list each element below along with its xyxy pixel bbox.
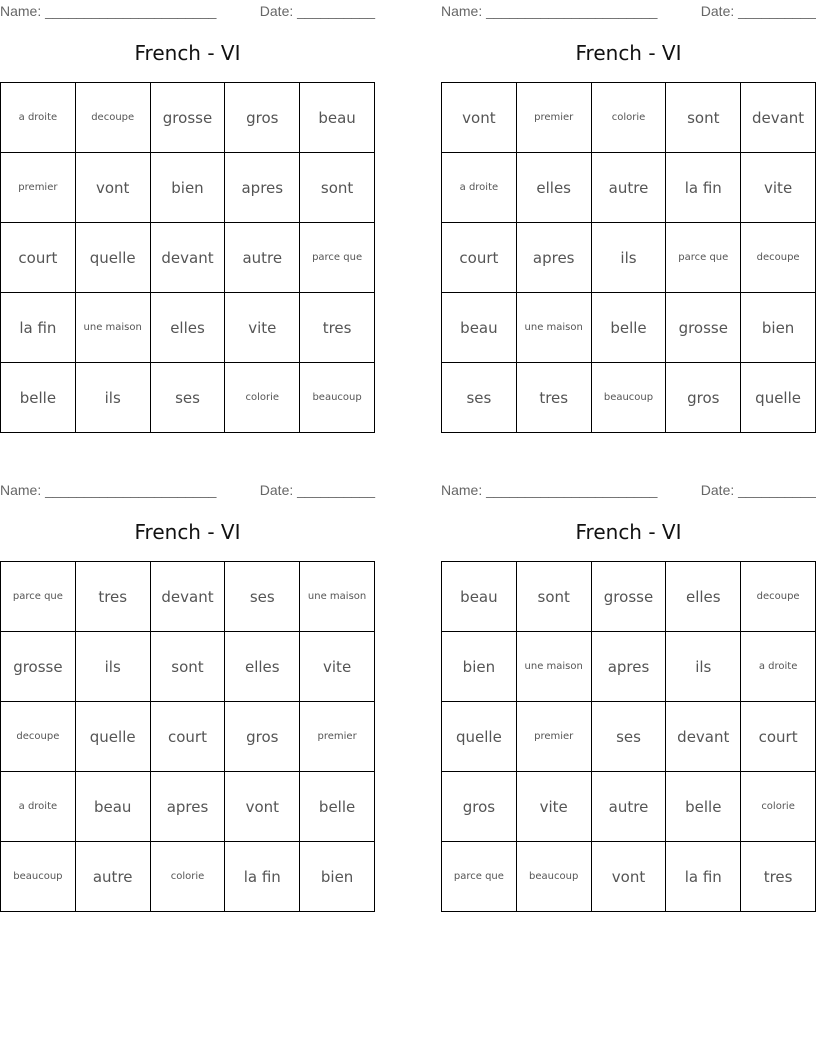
- date-field: Date: __________: [259, 3, 375, 19]
- name-field: Name: ______________________: [441, 482, 658, 498]
- name-field: Name: ______________________: [0, 3, 217, 19]
- grid-row: [442, 562, 816, 632]
- date-field: Date: __________: [700, 3, 816, 19]
- bingo-cell: decoupe: [741, 562, 816, 632]
- bingo-cell: sont: [150, 632, 225, 702]
- grid-row: [1, 772, 375, 842]
- grid-row: [442, 632, 816, 702]
- bingo-cell: beau: [442, 562, 517, 632]
- card-header: [441, 3, 816, 21]
- bingo-cell: vont: [225, 772, 300, 842]
- card-header: [0, 482, 375, 500]
- bingo-cell: sont: [300, 153, 375, 223]
- bingo-cell: decoupe: [75, 83, 150, 153]
- card-title: French - VI: [575, 41, 682, 65]
- card-title: French - VI: [134, 520, 241, 544]
- bingo-cell: quelle: [75, 223, 150, 293]
- bingo-cell: la fin: [225, 842, 300, 912]
- grid-row: [1, 562, 375, 632]
- bingo-cell: court: [1, 223, 76, 293]
- bingo-grid: [441, 561, 816, 912]
- bingo-cell: ils: [75, 632, 150, 702]
- bingo-cell: court: [741, 702, 816, 772]
- bingo-cell: premier: [1, 153, 76, 223]
- grid-row: [442, 83, 816, 153]
- bingo-cell: vite: [300, 632, 375, 702]
- bingo-cell: ils: [591, 223, 666, 293]
- date-field: Date: __________: [700, 482, 816, 498]
- bingo-cell: a droite: [442, 153, 517, 223]
- bingo-cell: quelle: [75, 702, 150, 772]
- bingo-cell: beaucoup: [300, 363, 375, 433]
- bingo-cell: vont: [591, 842, 666, 912]
- grid-row: [442, 772, 816, 842]
- bingo-cell: apres: [591, 632, 666, 702]
- bingo-cell: beaucoup: [1, 842, 76, 912]
- bingo-cell: apres: [516, 223, 591, 293]
- bingo-cell: grosse: [1, 632, 76, 702]
- grid-row: [442, 223, 816, 293]
- bingo-cell: elles: [150, 293, 225, 363]
- bingo-cell: bien: [300, 842, 375, 912]
- bingo-cell: sont: [666, 83, 741, 153]
- bingo-cell: court: [442, 223, 517, 293]
- bingo-cell: autre: [591, 772, 666, 842]
- bingo-cell: decoupe: [741, 223, 816, 293]
- grid-row: [442, 293, 816, 363]
- bingo-cell: quelle: [442, 702, 517, 772]
- card-title: French - VI: [134, 41, 241, 65]
- bingo-cell: vont: [442, 83, 517, 153]
- bingo-cell: ils: [75, 363, 150, 433]
- bingo-cell: beaucoup: [516, 842, 591, 912]
- bingo-cell: ses: [591, 702, 666, 772]
- bingo-cell: devant: [150, 223, 225, 293]
- grid-row: [442, 702, 816, 772]
- bingo-cell: autre: [75, 842, 150, 912]
- bingo-cell: gros: [666, 363, 741, 433]
- bingo-cell: premier: [300, 702, 375, 772]
- card-title: French - VI: [575, 520, 682, 544]
- bingo-cell: la fin: [1, 293, 76, 363]
- bingo-cell: vont: [75, 153, 150, 223]
- bingo-cell: la fin: [666, 842, 741, 912]
- bingo-cell: parce que: [666, 223, 741, 293]
- bingo-cell: parce que: [300, 223, 375, 293]
- bingo-cell: beau: [442, 293, 517, 363]
- bingo-grid: [441, 82, 816, 433]
- grid-row: [442, 842, 816, 912]
- bingo-cell: beau: [300, 83, 375, 153]
- bingo-cell: belle: [1, 363, 76, 433]
- bingo-cell: grosse: [591, 562, 666, 632]
- bingo-cell: apres: [150, 772, 225, 842]
- bingo-cell: court: [150, 702, 225, 772]
- bingo-cell: a droite: [1, 83, 76, 153]
- bingo-cell: la fin: [666, 153, 741, 223]
- bingo-cell: a droite: [741, 632, 816, 702]
- bingo-cell: grosse: [666, 293, 741, 363]
- bingo-cell: ses: [150, 363, 225, 433]
- bingo-cell: grosse: [150, 83, 225, 153]
- bingo-cell: ses: [442, 363, 517, 433]
- bingo-cell: vite: [225, 293, 300, 363]
- bingo-cell: une maison: [516, 632, 591, 702]
- bingo-cell: tres: [300, 293, 375, 363]
- bingo-cell: premier: [516, 702, 591, 772]
- bingo-cell: parce que: [442, 842, 517, 912]
- bingo-cell: belle: [300, 772, 375, 842]
- grid-row: [1, 153, 375, 223]
- bingo-cell: ils: [666, 632, 741, 702]
- bingo-cell: gros: [225, 702, 300, 772]
- bingo-cell: belle: [591, 293, 666, 363]
- date-field: Date: __________: [259, 482, 375, 498]
- bingo-cell: colorie: [150, 842, 225, 912]
- bingo-cell: colorie: [591, 83, 666, 153]
- bingo-cell: devant: [666, 702, 741, 772]
- bingo-cell: une maison: [300, 562, 375, 632]
- bingo-cell: autre: [591, 153, 666, 223]
- bingo-cell: gros: [225, 83, 300, 153]
- bingo-cell: vite: [516, 772, 591, 842]
- bingo-cell: tres: [741, 842, 816, 912]
- bingo-cell: a droite: [1, 772, 76, 842]
- bingo-cell: premier: [516, 83, 591, 153]
- grid-row: [1, 702, 375, 772]
- bingo-cell: apres: [225, 153, 300, 223]
- bingo-cell: bien: [150, 153, 225, 223]
- bingo-cell: elles: [225, 632, 300, 702]
- bingo-cell: gros: [442, 772, 517, 842]
- grid-row: [1, 842, 375, 912]
- bingo-cell: bien: [442, 632, 517, 702]
- bingo-cell: decoupe: [1, 702, 76, 772]
- grid-row: [442, 363, 816, 433]
- bingo-cell: quelle: [741, 363, 816, 433]
- bingo-cell: devant: [150, 562, 225, 632]
- bingo-grid: [0, 82, 375, 433]
- bingo-cell: parce que: [1, 562, 76, 632]
- bingo-cell: elles: [516, 153, 591, 223]
- card-header: [0, 3, 375, 21]
- bingo-cell: devant: [741, 83, 816, 153]
- bingo-cell: tres: [75, 562, 150, 632]
- bingo-cell: belle: [666, 772, 741, 842]
- bingo-cell: autre: [225, 223, 300, 293]
- bingo-cell: elles: [666, 562, 741, 632]
- bingo-cell: une maison: [75, 293, 150, 363]
- grid-row: [1, 293, 375, 363]
- bingo-cell: colorie: [741, 772, 816, 842]
- name-field: Name: ______________________: [441, 3, 658, 19]
- grid-row: [1, 363, 375, 433]
- bingo-cell: sont: [516, 562, 591, 632]
- bingo-cell: beaucoup: [591, 363, 666, 433]
- grid-row: [1, 223, 375, 293]
- grid-row: [1, 632, 375, 702]
- bingo-cell: colorie: [225, 363, 300, 433]
- bingo-cell: une maison: [516, 293, 591, 363]
- bingo-grid: [0, 561, 375, 912]
- bingo-cell: ses: [225, 562, 300, 632]
- bingo-cell: vite: [741, 153, 816, 223]
- name-field: Name: ______________________: [0, 482, 217, 498]
- bingo-cell: beau: [75, 772, 150, 842]
- bingo-cell: tres: [516, 363, 591, 433]
- card-header: [441, 482, 816, 500]
- bingo-cell: bien: [741, 293, 816, 363]
- grid-row: [1, 83, 375, 153]
- grid-row: [442, 153, 816, 223]
